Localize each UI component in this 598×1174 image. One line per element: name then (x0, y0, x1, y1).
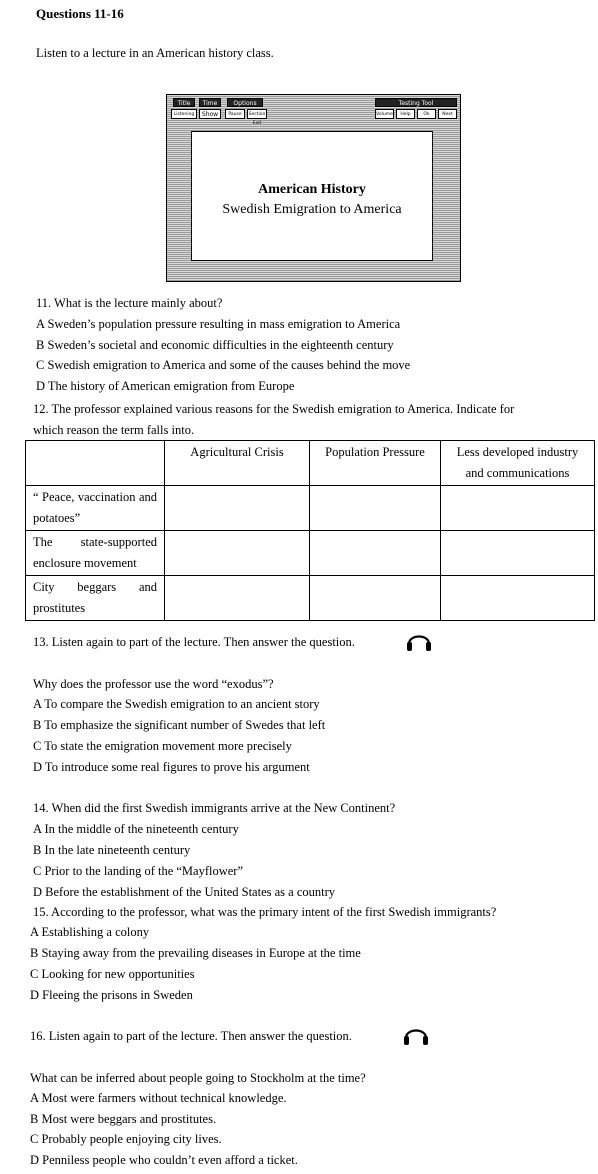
screen-toolbar (167, 95, 460, 126)
toolbar-ok-button: Ok (417, 109, 436, 119)
table-row (26, 486, 595, 531)
q14-option-c: C Prior to the landing of the “Mayflower” (33, 864, 244, 878)
q16-stem: What can be inferred about people going to Stockholm at the time? (30, 1071, 366, 1085)
q13-stem: Why does the professor use the word “exodus”? (33, 677, 274, 691)
q13-instruction: 13. Listen again to part of the lecture. Then answer the question. (33, 635, 355, 649)
q13-option-b: B To emphasize the significant number of Swedes that left (33, 718, 326, 732)
q15-option-b: B Staying away from the prevailing diseases in Europe at the time (30, 946, 361, 960)
toolbar-show-button: Show (199, 109, 221, 119)
q15-option-c: C Looking for new opportunities (30, 967, 195, 981)
answer-cell[interactable] (441, 576, 595, 621)
q16-option-a: A Most were farmers without technical knowledge. (30, 1091, 287, 1105)
q11-option-b: B Sweden’s societal and economic difficulties in the eighteenth century (36, 338, 394, 352)
q15-stem: 15. According to the professor, what was the primary intent of the first Swedish immigrants? (33, 905, 497, 919)
toolbar-listening-button: Listening (171, 109, 197, 119)
intro-text: Listen to a lecture in an American history class. (36, 46, 274, 60)
q16-option-c: C Probably people enjoying city lives. (30, 1132, 222, 1146)
answer-cell[interactable] (165, 576, 310, 621)
q16-instruction: 16. Listen again to part of the lecture. Then answer the question. (30, 1029, 352, 1043)
answer-cell[interactable] (441, 531, 595, 576)
q14-option-a: A In the middle of the nineteenth century (33, 822, 239, 836)
q12-classification-table (25, 440, 595, 621)
q14-option-d: D Before the establishment of the United States as a country (33, 885, 336, 899)
toolbar-volume-button: Volume (375, 109, 394, 119)
slide-subtitle: Swedish Emigration to America (222, 202, 402, 217)
q16-option-d: D Penniless people who couldn’t even afford a ticket. (30, 1153, 298, 1167)
answer-cell[interactable] (165, 531, 310, 576)
column-header-population-pressure: Population Pressure (310, 441, 441, 486)
answer-cell[interactable] (441, 486, 595, 531)
toolbar-testing-tool-label: Testing Tool (375, 98, 457, 107)
q15-option-a: A Establishing a colony (30, 925, 150, 939)
q11-stem: 11. What is the lecture mainly about? (36, 296, 223, 310)
q14-stem: 14. When did the first Swedish immigrants arrive at the New Continent? (33, 801, 396, 815)
toolbar-help-button: Help (396, 109, 415, 119)
section-heading: Questions 11-16 (36, 6, 124, 21)
slide-title: American History (258, 182, 366, 197)
q16-option-b: B Most were beggars and prostitutes. (30, 1112, 217, 1126)
column-header-less-developed-industry: Less developed industry and communications (441, 441, 595, 486)
table-header-row (26, 441, 595, 486)
q13-option-a: A To compare the Swedish emigration to an ancient story (33, 697, 320, 711)
toolbar-section-exit-button: Section Exit (247, 109, 267, 119)
row-label-city-beggars: City beggars and prostitutes (26, 576, 165, 621)
row-label-peace-vaccination: “ Peace, vaccination and potatoes” (26, 486, 165, 531)
q13-option-c: C To state the emigration movement more precisely (33, 739, 292, 753)
toolbar-time-button: Time (199, 98, 221, 107)
q15-option-d: D Fleeing the prisons in Sweden (30, 988, 193, 1002)
toolbar-title-button: Title (173, 98, 195, 107)
headphones-icon[interactable] (405, 628, 433, 654)
answer-cell[interactable] (310, 531, 441, 576)
toolbar-next-button: Next (438, 109, 457, 119)
table-corner-cell (26, 441, 165, 486)
q12-stem-line1: 12. The professor explained various reasons for the Swedish emigration to America. Indicate for (33, 402, 515, 416)
toolbar-options-button: Options (227, 98, 263, 107)
row-label-enclosure-movement: The state-supported enclosure movement (26, 531, 165, 576)
q13-option-d: D To introduce some real figures to prove his argument (33, 760, 310, 774)
q14-option-b: B In the late nineteenth century (33, 843, 191, 857)
q12-stem-line2: which reason the term falls into. (33, 423, 195, 437)
answer-cell[interactable] (310, 576, 441, 621)
answer-cell[interactable] (310, 486, 441, 531)
slide-panel (191, 131, 433, 261)
column-header-agricultural-crisis: Agricultural Crisis (165, 441, 310, 486)
table-row (26, 576, 595, 621)
q11-option-c: C Swedish emigration to America and some of the causes behind the move (36, 358, 411, 372)
toolbar-pause-button: Pause (225, 109, 245, 119)
headphones-icon[interactable] (402, 1022, 430, 1048)
answer-cell[interactable] (165, 486, 310, 531)
lecture-screen-image (166, 94, 461, 282)
table-row (26, 531, 595, 576)
q11-option-a: A Sweden’s population pressure resulting in mass emigration to America (36, 317, 401, 331)
q11-option-d: D The history of American emigration from Europe (36, 379, 295, 393)
